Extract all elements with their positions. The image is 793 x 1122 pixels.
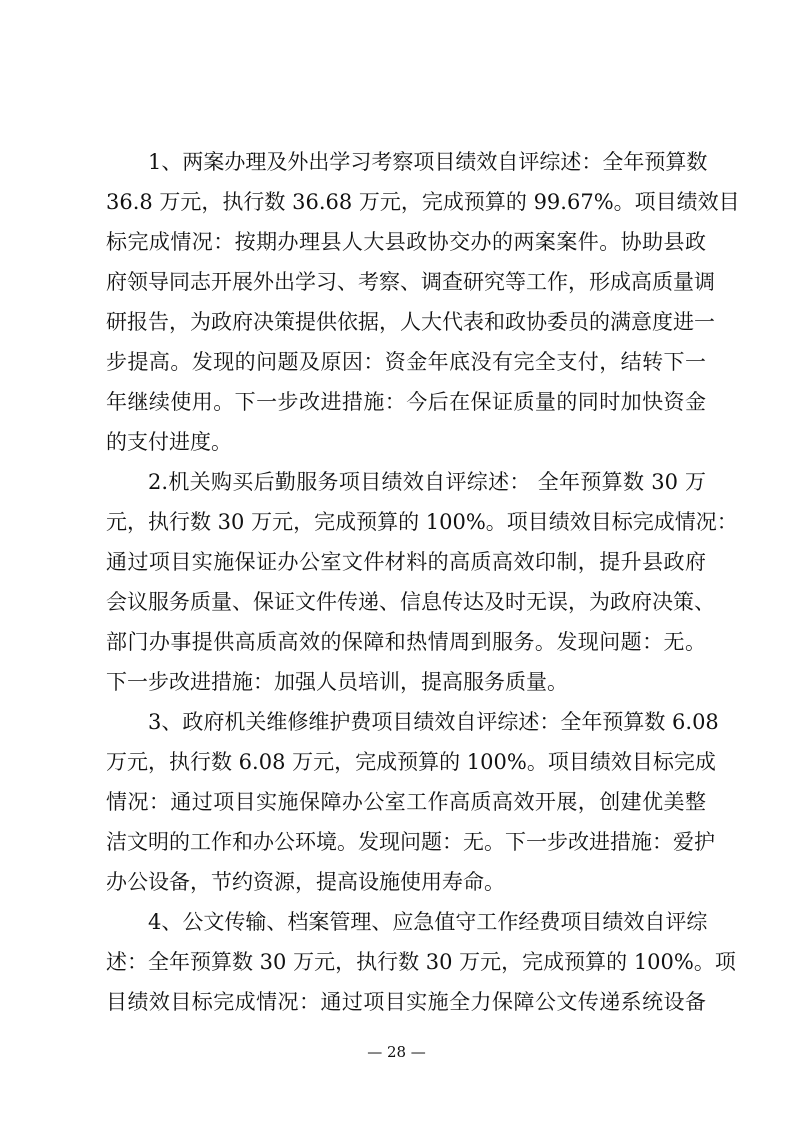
paragraph-3-line-1: 3、政府机关维修维护费项目绩效自评综述：全年预算数 6.08	[148, 710, 719, 734]
paragraph-1-line-3: 标完成情况：按期办理县人大县政协交办的两案案件。协助县政	[106, 230, 706, 254]
paragraph-2-line-2: 元，执行数 30 万元，完成预算的 100%。项目绩效目标完成情况：	[106, 510, 738, 534]
paragraph-3-line-3: 情况：通过项目实施保障办公室工作高质高效开展，创建优美整	[106, 790, 706, 814]
paragraph-1-line-5: 研报告，为政府决策提供依据，人大代表和政协委员的满意度进一	[106, 310, 715, 334]
paragraph-2-line-4: 会议服务质量、保证文件传递、信息传达及时无误，为政府决策、	[106, 590, 715, 614]
paragraph-1-line-7: 年继续使用。下一步改进措施：今后在保证质量的同时加快资金	[106, 390, 706, 414]
paragraph-2-line-5: 部门办事提供高质高效的保障和热情周到服务。发现问题：无。	[106, 630, 706, 654]
page-number: — 28 —	[367, 1043, 426, 1061]
paragraph-2-line-3: 通过项目实施保证办公室文件材料的高质高效印制，提升县政府	[106, 550, 706, 574]
paragraph-4-line-2: 述：全年预算数 30 万元，执行数 30 万元，完成预算的 100%。项	[106, 950, 736, 974]
paragraph-3-line-5: 办公设备，节约资源，提高设施使用寿命。	[106, 870, 505, 894]
paragraph-1-line-6: 步提高。发现的问题及原因：资金年底没有完全支付，结转下一	[106, 350, 706, 374]
paragraph-1-line-2: 36.8 万元，执行数 36.68 万元，完成预算的 99.67%。项目绩效目	[106, 190, 740, 214]
paragraph-3-line-2: 万元，执行数 6.08 万元，完成预算的 100%。项目绩效目标完成	[106, 750, 716, 774]
paragraph-3-line-4: 洁文明的工作和办公环境。发现问题：无。下一步改进措施：爱护	[106, 830, 715, 854]
paragraph-1-line-1: 1、两案办理及外出学习考察项目绩效自评综述：全年预算数	[148, 150, 708, 174]
paragraph-2-line-6: 下一步改进措施：加强人员培训，提高服务质量。	[106, 670, 568, 694]
paragraph-1-line-8: 的支付进度。	[106, 430, 232, 454]
paragraph-4-line-1: 4、公文传输、档案管理、应急值守工作经费项目绩效自评综	[148, 910, 708, 934]
paragraph-1-line-4: 府领导同志开展外出学习、考察、调查研究等工作，形成高质量调	[106, 270, 715, 294]
paragraph-4-line-3: 目绩效目标完成情况：通过项目实施全力保障公文传递系统设备	[106, 990, 706, 1014]
paragraph-2-line-1: 2.机关购买后勤服务项目绩效自评综述： 全年预算数 30 万	[148, 470, 706, 494]
